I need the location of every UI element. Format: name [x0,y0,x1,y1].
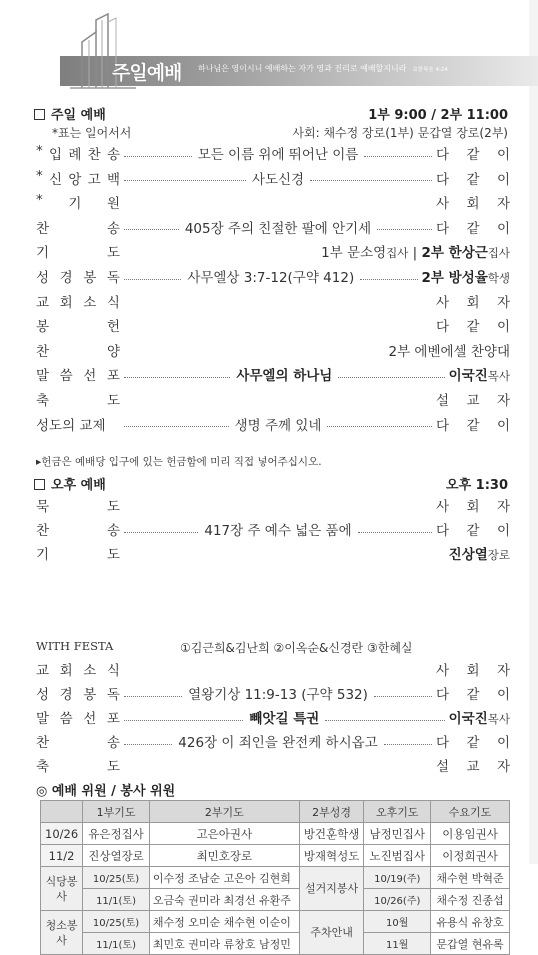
row-right [436,291,510,311]
row-right [436,731,510,751]
date-cell: 10/26 [41,823,83,845]
label-char: 송 [106,220,120,237]
label-char: 고 [87,171,101,188]
label-char: 도 [106,393,120,409]
label-char: 기 [68,196,82,213]
dotted-leader [325,720,444,721]
row-label [36,519,120,539]
label-char: * [36,192,43,209]
table-header-cell [41,801,83,823]
right-char: 같 [466,147,480,163]
dotted-leader [124,720,243,721]
label-char: 례 [68,147,82,163]
right-char: 같 [466,417,480,434]
label-char: 도 [106,245,120,262]
assignee-cell: 진상열장로 [83,845,150,867]
row-leader [120,143,436,163]
service-date: 10/26(주) [364,889,431,911]
stand-note: *표는 일어서서 [52,126,132,140]
row-label [36,291,120,311]
right-char: 이 [496,735,510,751]
duty-grid [40,800,510,955]
right-char: 사 [436,294,450,311]
dotted-leader [358,532,432,533]
label-char: 도 [106,759,120,775]
right-name: 2부 방성율 [421,270,488,286]
order-row [36,363,510,385]
right-char: 다 [436,171,450,188]
right-char: 다 [436,147,450,163]
right-char: 사 [436,196,450,213]
row-right [436,217,510,237]
row-middle-text: 사무엘상 3:7-12(구약 412) [187,270,355,286]
bullet-circle-icon: ◎ [36,784,48,799]
offering-note: ▸헌금은 예배당 입구에 있는 헌금함에 미리 직접 넣어주십시오. [36,456,322,468]
header-verse [198,63,448,74]
label-char: * [36,143,43,159]
row-leader [120,505,436,506]
row-middle-text: 모든 이름 위에 뛰어난 이름 [197,147,359,163]
dotted-leader [124,696,182,697]
row-leader [120,168,436,188]
right-char: 설 [436,393,450,409]
order-row [36,191,510,213]
row-leader [120,765,436,766]
right-char: 같 [466,319,480,336]
order-row [36,216,510,238]
table-header-cell: 수요기도 [431,801,510,823]
label-char: 헌 [106,319,120,336]
table-header-cell: 오후기도 [364,801,431,823]
dotted-leader [327,426,432,427]
row-label [36,315,120,335]
right-char: 같 [466,523,480,539]
order-row [36,240,510,262]
order-row [36,542,510,564]
label-char: 축 [36,759,50,775]
label-char: 도 [106,499,120,515]
label-char: 입 [49,147,63,163]
service-names: 이수정 조남순 고은아 김현희 [149,867,299,889]
dotted-leader [364,156,432,157]
row-leader [120,266,422,286]
assignee-cell: 방재혁성도 [299,845,364,867]
right-title: 집사 [487,246,510,261]
order-row [36,388,510,410]
label-char: 말 [36,711,50,727]
assignee-cell: 최민호장로 [149,845,299,867]
row-leader [120,731,436,751]
order-row [36,754,510,776]
header-logo-text: 주일예배 [112,62,182,84]
service-leaders: 사회: 채수정 장로(1부) 문갑열 장로(2부) [292,126,508,140]
row-right [449,707,510,727]
row-label [36,683,120,703]
right-char: 이 [496,147,510,163]
duty-title: ◎ 예배 위원 / 봉사 위원 [36,784,176,799]
dotted-leader [124,156,192,157]
row-middle-text: 생명 주께 있네 [234,417,322,434]
right-title: 장로 [487,548,510,562]
dotted-leader [384,744,432,745]
row-label [36,241,120,261]
row-leader [120,202,436,203]
row-leader [120,364,449,384]
row-leader [120,300,436,301]
row-leader [120,553,449,554]
dotted-leader [374,696,432,697]
service-names: 문갑열 현유록 [431,933,510,955]
table-header-cell: 1부기도 [83,801,150,823]
label-char: 선 [83,368,97,385]
row-leader [120,683,436,703]
service-label: 설거지봉사 [299,867,364,911]
dotted-leader [310,180,432,181]
order-row [36,706,510,728]
assignee-cell: 유은정집사 [83,823,150,845]
dotted-leader [124,377,230,378]
row-label [36,389,120,409]
right-char: 자 [496,663,510,679]
row-middle-text: 426장 이 죄인을 완전케 하시옵고 [178,735,378,751]
right-char: 다 [436,687,450,703]
right-char: 다 [436,735,450,751]
morning-times: 1부 9:00 / 2부 11:00 [368,108,508,123]
row-leader [120,399,436,400]
label-char: 말 [36,368,50,385]
row-label [36,755,120,775]
row-leader [120,251,321,252]
right-char: 회 [466,294,480,311]
label-char: 성 [36,270,50,286]
label-char: 경 [59,687,73,703]
verse-reference: 요한복음 4:24 [412,67,448,73]
right-char: 이 [496,319,510,336]
order-row [36,314,510,336]
right-name: 2부 한상근 [421,245,488,262]
right-char: 같 [466,171,480,188]
row-label [36,707,120,727]
row-label [36,495,120,515]
order-row [36,290,510,312]
label-char: 백 [106,171,120,188]
right-char: 사 [436,663,450,679]
service-date: 10/19(주) [364,867,431,889]
assignee-cell: 고은아권사 [149,823,299,845]
page-edge [529,0,538,864]
service-names: 채수정 진종섭 [431,889,510,911]
label-char: 신 [49,171,63,188]
label-char: 성 [36,687,50,703]
row-label [36,143,120,163]
row-label: WITH FESTA [36,639,114,653]
checkbox-square-icon [34,479,45,490]
row-label [36,168,120,188]
label-char: 씀 [59,711,73,727]
service-date: 10월 [364,911,431,933]
right-char: 다 [436,417,450,434]
right-char: 회 [466,499,480,515]
label-char: 찬 [87,147,101,163]
label-char: 식 [106,294,120,311]
row-label [36,731,120,751]
dotted-leader [124,532,198,533]
row-right [436,168,510,188]
dotted-leader [377,229,432,230]
row-leader [120,414,436,434]
row-label [36,217,120,237]
row-label [36,192,120,212]
label-char: 씀 [59,368,73,385]
afternoon-time: 오후 1:30 [446,478,508,493]
order-row [36,730,510,752]
right-char: 자 [496,393,510,409]
service-label: 청소봉사 [41,911,83,955]
label-char: 봉 [36,319,50,336]
assignee-cell: 노진범집사 [364,845,431,867]
right-name: 진상열 [448,547,488,563]
right-char: 이 [496,687,510,703]
order-row [36,167,510,189]
row-right: 2부 에벤에셀 찬양대 [388,343,510,360]
right-char: 이 [496,417,510,434]
right-char: 이 [496,171,510,188]
row-middle-text: 사도신경 [251,171,305,188]
label-char: 찬 [36,343,50,360]
row-right [436,315,510,335]
row-leader [120,217,436,237]
label-char: 양 [106,343,120,360]
label-char: 소 [83,663,97,679]
assignee-cell: 이용임권사 [431,823,510,845]
right-char: 다 [436,523,450,539]
service-names: 오금숙 권미라 최경선 유환주 [149,889,299,911]
row-leader [120,325,436,326]
right-char: 교 [466,759,480,775]
row-label [36,659,120,679]
row-label [36,543,120,563]
label-char: 회 [59,663,73,679]
service-names: 유용식 유창호 [431,911,510,933]
service-label: 주차안내 [299,911,364,955]
right-char: 다 [436,220,450,237]
right-char: 다 [436,319,450,336]
row-right [436,143,510,163]
dotted-leader [124,279,181,280]
row-middle-text: 열왕기상 11:9-13 (구약 532) [188,687,368,703]
service-names: 채수정 오미순 채수현 이순이 [149,911,299,933]
right-char: 설 [436,759,450,775]
row-leader [120,669,436,670]
dotted-leader [124,426,229,427]
order-row [36,265,510,287]
label-char: 기 [36,245,50,262]
label-char: 송 [106,735,120,751]
right-name: 1부 문소영 [321,245,387,262]
right-sep: | [408,245,422,262]
row-right [436,659,510,679]
right-char: 같 [466,220,480,237]
row-right [436,192,510,212]
service-date: 11/1(토) [83,889,150,911]
service-date: 11/1(토) [83,933,150,955]
date-cell: 11/2 [41,845,83,867]
right-char: 이 [496,220,510,237]
order-row [36,339,510,361]
checkbox-square-icon [34,109,45,120]
label-char: 찬 [36,523,50,539]
row-right [436,755,510,775]
order-row [36,682,510,704]
morning-section-title: 주일 예배 [34,104,106,123]
dotted-leader [124,180,246,181]
label-char: 선 [83,711,97,727]
service-date: 10/25(토) [83,867,150,889]
row-right [436,414,510,434]
label-char: 도 [106,547,120,563]
label-char: 축 [36,393,50,409]
row-middle-text: 빼앗길 특권 [249,711,320,727]
dotted-leader [360,279,417,280]
row-right [449,364,510,384]
label-char: 앙 [68,171,82,188]
label-char: 독 [106,687,120,703]
dotted-leader [124,744,172,745]
label-char: 찬 [36,220,50,237]
service-date: 11월 [364,933,431,955]
order-row [36,413,510,435]
label-char: 기 [36,547,50,563]
assignee-cell: 이정희권사 [431,845,510,867]
row-right [436,683,510,703]
right-char: 회 [466,196,480,213]
verse-text: 하나님은 영이시니 예배하는 자가 영과 진리로 예배할지니라 [198,64,407,73]
right-char: 이 [496,523,510,539]
label-char: 소 [83,294,97,311]
right-char: 교 [466,393,480,409]
row-middle-text: 405장 주의 친절한 팔에 안기세 [184,220,372,237]
dotted-leader [338,377,444,378]
row-leader [120,349,389,350]
label-char: * [36,167,43,184]
label-char: 찬 [36,735,50,751]
order-row [36,142,510,164]
right-char: 같 [466,735,480,751]
order-row [36,494,510,516]
service-names: 채수현 박혁준 [431,867,510,889]
table-header-cell: 2부기도 [149,801,299,823]
service-names: 최민호 권미라 류창호 남정민 [149,933,299,955]
label-char: 봉 [83,687,97,703]
right-title: 목사 [487,712,510,726]
right-char: 사 [436,499,450,515]
right-title: 목사 [487,369,510,384]
row-label [36,340,120,360]
assignee-cell: 남정민집사 [364,823,431,845]
row-right [436,519,510,539]
label-char: 봉 [83,270,97,286]
label-char: 포 [106,711,120,727]
label-char: 송 [106,147,120,163]
afternoon-section-title: 오후 예배 [34,474,106,493]
order-row [36,658,510,680]
order-row [36,518,510,540]
row-right [436,495,510,515]
right-title: 학생 [487,271,510,285]
service-label: 식당봉사 [41,867,83,911]
right-char: 같 [466,687,480,703]
label-char: 송 [106,523,120,539]
label-char: 식 [106,663,120,679]
row-leader [120,707,449,727]
row-label [36,266,120,286]
label-char: 교 [36,294,50,311]
right-title: 집사 [386,246,409,261]
right-char: 자 [496,499,510,515]
table-header-cell: 2부성경 [299,801,364,823]
right-name: 이국진 [448,711,488,727]
dotted-leader [124,229,179,230]
service-date: 10/25(토) [83,911,150,933]
right-char: 자 [496,196,510,213]
row-right [422,266,510,286]
label-char: 독 [106,270,120,286]
right-char: 자 [496,294,510,311]
festa-row [36,639,510,656]
row-middle-text: 417장 주 예수 넓은 품에 [204,523,352,539]
row-middle-text: ①김근희&김난희 ②이옥순&신경란 ③한혜실 [180,641,413,655]
assignee-cell: 방건훈학생 [299,823,364,845]
row-right [449,543,510,563]
label-char: 묵 [36,499,50,515]
row-label: 성도의 교제 [36,417,106,434]
right-char: 자 [496,759,510,775]
row-leader [120,519,436,539]
label-char: 교 [36,663,50,679]
row-label [36,364,120,384]
label-char: 경 [59,270,73,286]
label-char: 회 [59,294,73,311]
row-right [321,241,510,261]
row-middle-text: 사무엘의 하나님 [236,368,333,385]
label-char: 포 [106,368,120,385]
right-name: 이국진 [448,368,488,385]
row-right [436,389,510,409]
label-char: 원 [106,196,120,213]
right-char: 회 [466,663,480,679]
